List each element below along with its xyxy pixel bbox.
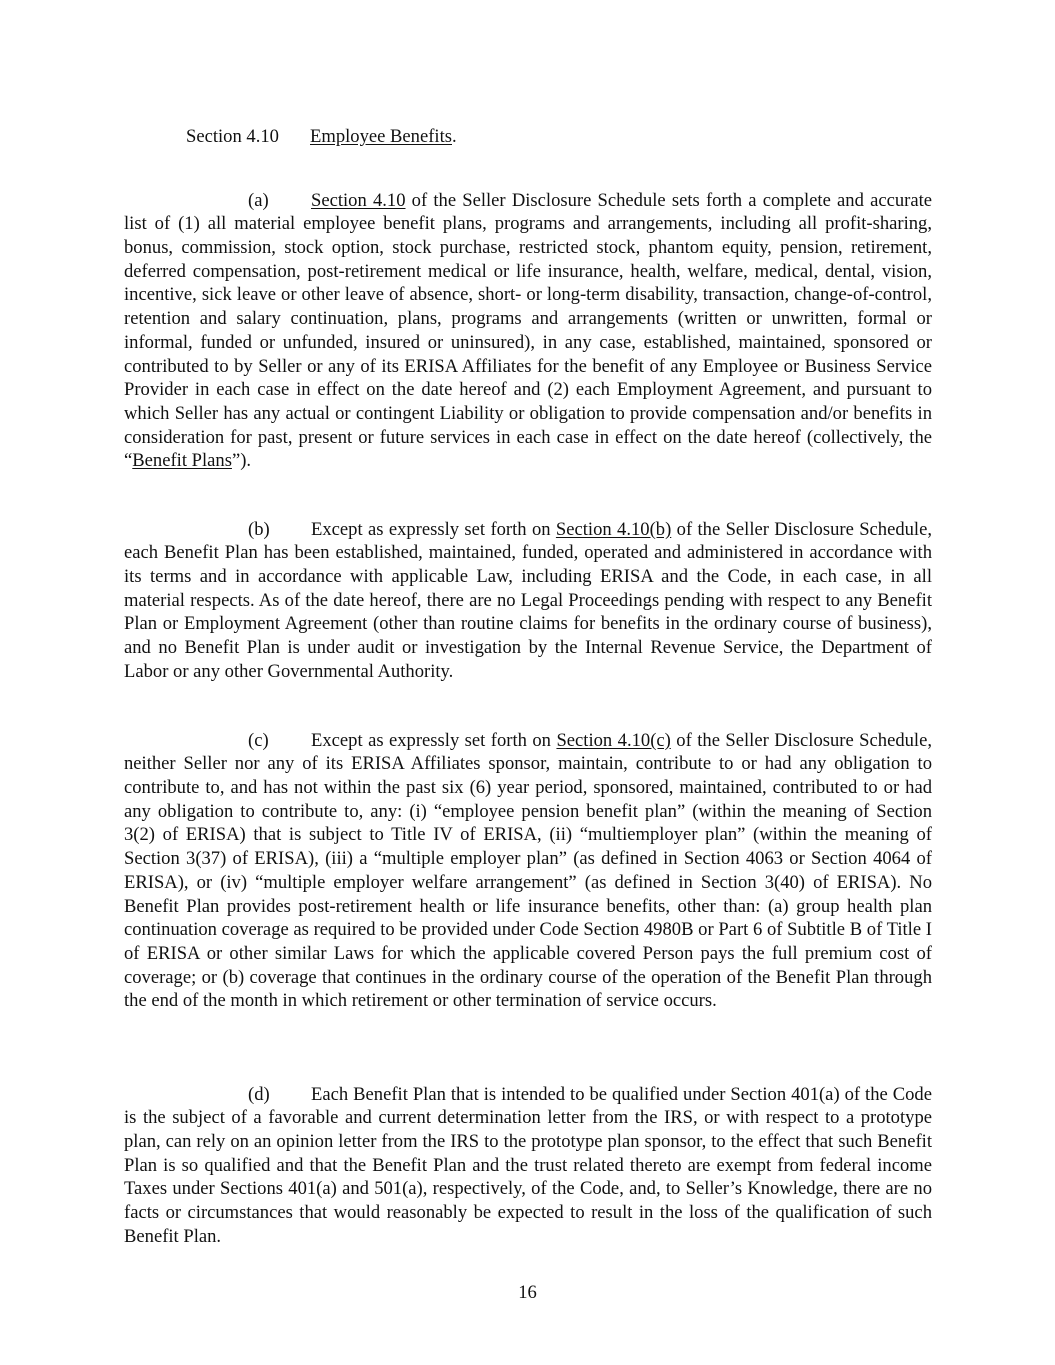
section-reference: Section 4.10 [311, 189, 406, 211]
paragraph-text: Except as expressly set forth on [311, 729, 557, 751]
paragraph-text: Each Benefit Plan that is intended to be qualified under Section 401(a) of the Code is the subject of a favorable and current determination letter from the IRS, or with respect to a prototype plan, can rely on an opinion letter from the IRS to the prototype plan sponsor, to the effect that such Benefit Plan is so qualified and that the Benefit Plan and the trust related thereto are exempt from federal income Taxes under Sections 401(a) and 501(a), respectively, of the Code, and, to Seller’s Knowledge, there are no facts or circumstances that would reasonably be expected to result in the loss of the qualification of such Benefit Plan. [124, 1083, 932, 1247]
paragraph-a [124, 189, 932, 473]
section-title-period: . [452, 126, 457, 147]
page-number: 16 [518, 1282, 537, 1303]
paragraph-text: Except as expressly set forth on [311, 518, 556, 540]
section-reference: Section 4.10(c) [556, 729, 671, 751]
paragraph-label: (b) [248, 518, 270, 540]
section-heading [186, 125, 457, 149]
section-reference: Section 4.10(b) [555, 518, 672, 540]
paragraph-text: ”). [231, 450, 252, 472]
paragraph-text: of the Seller Disclosure Schedule, each Benefit Plan has been established, maintained, funded, operated and administered in accordance with its terms and in accordance with applicable Law, including ERISA and the Code, in each case, in all material respects. As of the date hereof, there are no Legal Proceedings pending with respect to any Benefit Plan or Employment Agreement (other than routine claims for benefits in the ordinary course of business), and no Benefit Plan is under audit or investigation by the Internal Revenue Service, the Department of Labor or any other Governmental Authority. [124, 518, 932, 682]
paragraph-d [124, 1083, 932, 1249]
paragraph-label: (d) [248, 1083, 270, 1105]
paragraph-b [124, 518, 932, 684]
section-title: Employee Benefits [310, 126, 452, 147]
paragraph-text: of the Seller Disclosure Schedule, neither Seller nor any of its ERISA Affiliates sponsor, maintain, contribute to or had any obligation to contribute to, and has not within the past six (6) year period, sponsored, maintained, contributed to or had any obligation to contribute to, any: (i) “employee pension benefit plan” (within the meaning of Section 3(2) of ERISA) that is subject to Title IV of ERISA, (ii) “multiemployer plan” (within the meaning of Section 3(37) of ERISA), (iii) a “multiple employer plan” (as defined in Section 4063 or Section 4064 of ERISA), or (iv) “multiple employer welfare arrangement” (as defined in Section 3(40) of ERISA). No Benefit Plan provides post-retirement health or life insurance benefits, other than: (a) group health plan continuation coverage as required to be provided under Code Section 4980B or Part 6 of Subtitle B of Title I of ERISA or other similar Laws for which the applicable covered Person pays the full premium cost of coverage; or (b) coverage that continues in the ordinary course of the operation of the Benefit Plan through the end of the month in which retirement or other termination of service occurs. [124, 729, 932, 1012]
paragraph-c [124, 729, 932, 1013]
defined-term: Benefit Plans [132, 450, 232, 472]
section-number: Section 4.10 [186, 126, 279, 147]
paragraph-label: (c) [248, 729, 269, 751]
paragraph-text: of the Seller Disclosure Schedule sets forth a complete and accurate list of (1) all material employee benefit plans, programs and arrangements, including all profit-sharing, bonus, commission, stock option, stock purchase, restricted stock, phantom equity, pension, retirement, deferred compensation, post-retirement medical or life insurance, health, welfare, medical, dental, vision, incentive, sick leave or other leave of absence, short- or long-term disability, transaction, change-of-control, retention and salary continuation, plans, programs and arrangements (written or unwritten, formal or informal, funded or unfunded, insured or uninsured), in any case, established, maintained, sponsored or contributed to by Seller or any of its ERISA Affiliates for the benefit of any Employee or Business Service Provider in each case in effect on the date hereof and (2) each Employment Agreement, and pursuant to which Seller has any actual or contingent Liability or obligation to provide compensation and/or benefits in consideration for past, present or future services in each case in effect on the date hereof (collectively, the “ [124, 189, 932, 472]
paragraph-label: (a) [248, 189, 269, 211]
